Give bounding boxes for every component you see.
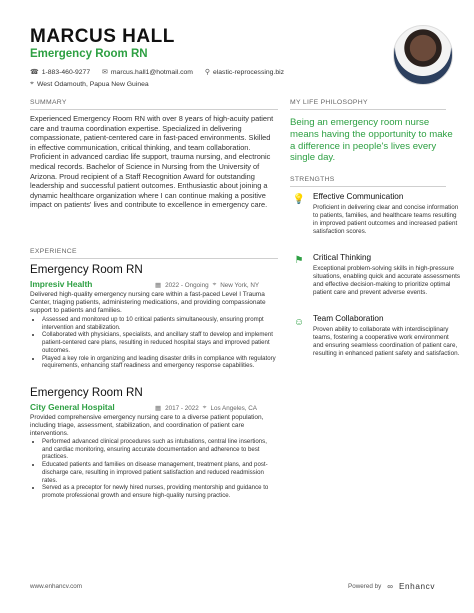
calendar-icon: ▦	[155, 282, 162, 289]
summary-heading: SUMMARY	[30, 99, 67, 106]
list-item: • Assessed and monitored up to 10 critical patients simultaneously, ensuring prompt intervention and stabilization.	[42, 316, 278, 331]
list-item: • Served as a preceptor for newly hired nurses, providing mentorship and guidance to promote professional growth and ensure high-quality nursing practice.	[42, 484, 278, 499]
company-name: Impresiv Health	[30, 279, 93, 289]
experience-heading: EXPERIENCE	[30, 248, 77, 255]
job-title: Emergency Room RN	[30, 263, 143, 276]
strength-title: Effective Communication	[313, 192, 404, 201]
summary-text: Experienced Emergency Room RN with over 8 years of high-acuity patient care and trauma coordination expertise. Specialized in delivering compassionate, patient-centered care in fast-paced environments. Skilled in effective communication, critical thinking, and team collaboration. Proficient in advanced cardiac life support, trauma nursing, and electronic medical records. Bachelor of Science in Nursing from the University of Arizona. Proud recipient of a Staff Recognition Award for outstanding leadership and successful patient outcomes. Enthusiastic about joining a dynamic healthcare organization where I can continue making a positive impact on patients' lives and contribute to excellence in emergency care.	[30, 114, 274, 210]
job-bullets	[30, 316, 278, 370]
lightbulb-icon: 💡	[292, 194, 306, 205]
email-icon: ✉	[102, 69, 108, 76]
powered-by-label: Powered by	[348, 583, 382, 590]
job-description: Provided comprehensive emergency nursing care to a diverse patient population, including triage, assessment, stabilization, and coordination of patient care interventions.	[30, 414, 264, 438]
strengths-heading: STRENGTHS	[290, 176, 335, 183]
footer-website[interactable]: www.enhancv.com	[30, 583, 83, 590]
job-dates: 2022 - Ongoing	[165, 281, 209, 289]
job-location: Los Angeles, CA	[210, 404, 258, 412]
link-icon: ⚲	[204, 69, 210, 76]
strength-title: Team Collaboration	[313, 314, 384, 323]
strength-desc: Proven ability to collaborate with interdisciplinary teams, fostering a cooperative work environment and ensuring seamless coordination of patient care, resulting in enhanced patient safety and satisfaction.	[313, 326, 460, 357]
website-text: elastic-reprocessing.biz	[212, 68, 285, 76]
calendar-icon: ▦	[155, 405, 162, 412]
phone-icon: ☎	[30, 69, 39, 76]
contact-info	[30, 67, 380, 88]
strengths-divider	[290, 186, 446, 187]
location-pin-icon: ⌖	[30, 80, 34, 87]
summary-divider	[30, 109, 278, 110]
location-pin-icon: ⌖	[202, 404, 207, 411]
location-pin-icon: ⌖	[212, 281, 217, 288]
email-text: marcus.hall1@hotmail.com	[110, 68, 193, 76]
experience-divider	[30, 258, 278, 259]
footer-brand	[348, 582, 435, 591]
job-location: New York, NY	[220, 281, 260, 289]
list-item: • Performed advanced clinical procedures such as intubations, central line insertions, and cardiac monitoring, ensuring accurate documentation and adherence to best practices.	[42, 438, 278, 461]
contact-location	[30, 79, 149, 89]
enhancv-logo-icon: ∞	[387, 582, 393, 591]
contact-phone[interactable]	[30, 67, 90, 77]
phone-text: 1-883-460-9277	[41, 68, 91, 76]
job-meta	[155, 404, 257, 412]
strength-desc: Exceptional problem-solving skills in high-pressure situations, enabling quick and accurate assessments and effective decision-making to prioritize optimal patient care and prevent adverse events.	[313, 265, 461, 296]
job-dates: 2017 - 2022	[165, 404, 199, 412]
contact-email[interactable]	[102, 67, 193, 77]
candidate-role: Emergency Room RN	[30, 48, 148, 60]
strength-desc: Proficient in delivering clear and concise information to patients, families, and healthcare teams resulting in improved patient outcomes and increased patient satisfaction scores.	[313, 204, 459, 235]
location-text: West Odamouth, Papua New Guinea	[36, 80, 149, 88]
brand-name: Enhancv	[398, 582, 436, 591]
job-title: Emergency Room RN	[30, 386, 143, 399]
company-name: City General Hospital	[30, 402, 115, 412]
avatar	[393, 25, 453, 85]
philosophy-text: Being an emergency room nurse means having the opportunity to make a difference in people's lives every single day.	[290, 117, 453, 164]
strength-title: Critical Thinking	[313, 253, 372, 262]
job-bullets	[30, 438, 278, 500]
contact-website[interactable]	[205, 67, 284, 77]
flag-icon: ⚑	[294, 255, 304, 266]
philosophy-heading: MY LIFE PHILOSOPHY	[290, 99, 368, 106]
job-description: Delivered high-quality emergency nursing care within a fast-paced Level I Trauma Center, triaging patients, administering medications, and providing compassionate support to patients and families.	[30, 291, 266, 315]
philosophy-divider	[290, 109, 446, 110]
list-item: • Educated patients and families on disease management, treatment plans, and post-discharge care, resulting in improved patient satisfaction and reduced readmission rates.	[42, 461, 278, 484]
team-icon: ☺	[293, 317, 305, 328]
job-meta	[155, 281, 259, 289]
list-item: • Collaborated with physicians, specialists, and ancillary staff to develop and implement patient-centered care plans, resulting in reduced hospital stays and improved patient outcomes.	[42, 331, 278, 354]
list-item: • Played a key role in organizing and leading disaster drills in compliance with regulatory requirements, enhancing staff readiness and emergency response capabilities.	[42, 355, 278, 370]
candidate-name: MARCUS HALL	[30, 26, 175, 47]
